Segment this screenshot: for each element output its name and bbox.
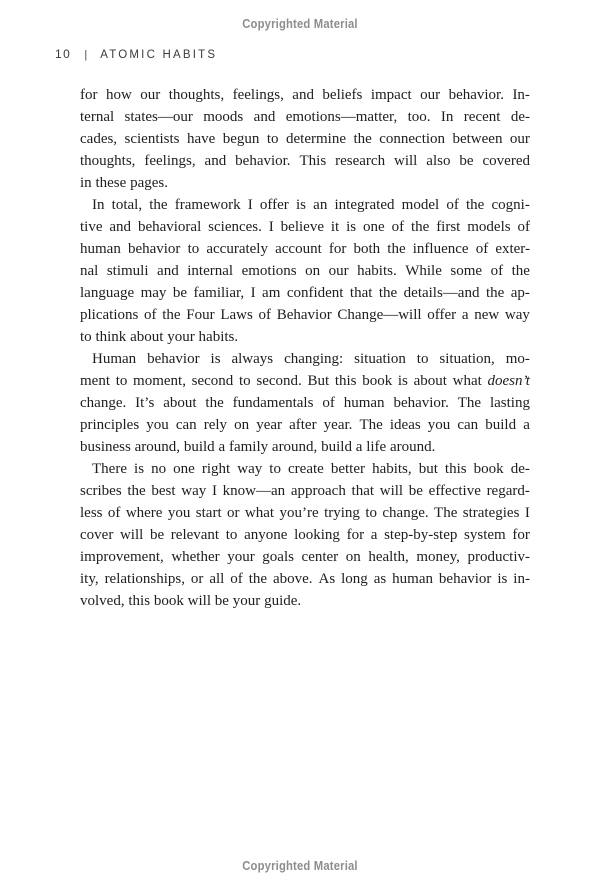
word: of xyxy=(322,395,335,411)
word: no xyxy=(151,461,167,477)
word: can xyxy=(175,417,197,433)
word: emotions—matter, xyxy=(285,109,398,125)
word: behavior xyxy=(127,241,181,257)
word: moods xyxy=(203,109,244,125)
word: way xyxy=(181,483,207,499)
word: where xyxy=(125,505,163,521)
word: effective xyxy=(428,483,481,499)
copyright-notice-top: Copyrighted Material xyxy=(242,17,358,31)
word: the xyxy=(485,285,505,301)
word: language xyxy=(80,285,135,301)
word: situation xyxy=(354,351,406,367)
word: tive xyxy=(80,219,103,235)
word: beliefs xyxy=(322,87,363,103)
word: long xyxy=(341,571,368,587)
word: of xyxy=(475,241,489,257)
word: on xyxy=(345,549,361,565)
word: to xyxy=(416,351,429,367)
word: cogni- xyxy=(491,197,530,213)
word: is xyxy=(210,351,221,367)
word: anyone xyxy=(244,527,288,543)
word: both xyxy=(353,241,381,257)
word: I xyxy=(268,219,274,235)
word: the xyxy=(511,263,530,279)
word: system xyxy=(464,527,506,543)
word: too. xyxy=(407,109,431,125)
word: nal xyxy=(80,263,99,279)
word: of xyxy=(391,219,405,235)
word: around, xyxy=(134,439,181,455)
word: a xyxy=(370,527,378,543)
word: better xyxy=(330,461,366,477)
word: and xyxy=(292,87,314,103)
word: de- xyxy=(510,461,530,477)
word: model xyxy=(401,197,440,213)
word: cover xyxy=(80,527,114,543)
copyright-notice-bottom: Copyrighted Material xyxy=(242,859,358,873)
word: trying xyxy=(324,505,360,521)
text-line xyxy=(80,458,530,480)
word: offer xyxy=(427,307,457,323)
text-line xyxy=(80,568,530,590)
word: of xyxy=(258,307,272,323)
page-number: 10 xyxy=(55,47,72,61)
word: an xyxy=(313,197,328,213)
word: will xyxy=(119,527,144,543)
word: these xyxy=(95,175,127,191)
word: behavior. xyxy=(393,395,449,411)
word: but xyxy=(418,461,438,477)
word: a xyxy=(461,307,469,323)
word: integrated xyxy=(334,197,395,213)
running-header xyxy=(55,47,217,61)
word: of xyxy=(517,219,530,235)
word: to xyxy=(115,373,128,389)
word: of xyxy=(490,263,504,279)
word: or xyxy=(190,571,204,587)
word: details—and xyxy=(403,285,480,301)
word: business xyxy=(80,439,131,455)
word: your xyxy=(167,329,195,345)
word: build xyxy=(321,439,352,455)
word: it xyxy=(330,219,340,235)
word: about xyxy=(163,395,197,411)
word: be xyxy=(149,527,165,543)
word: guide. xyxy=(264,593,302,609)
word: scribes xyxy=(80,483,122,499)
word: feelings, xyxy=(144,153,196,169)
word: pages. xyxy=(130,175,168,191)
word: year. xyxy=(323,417,353,433)
word: thoughts, xyxy=(80,153,136,169)
word: lasting xyxy=(489,395,530,411)
word: Behavior xyxy=(276,307,332,323)
word: habits. xyxy=(198,329,239,345)
word: believe xyxy=(280,219,324,235)
word: change. xyxy=(80,395,127,411)
word: will xyxy=(379,483,404,499)
word: the xyxy=(205,395,224,411)
word: framework xyxy=(174,197,241,213)
text-line xyxy=(80,370,530,392)
word: moment, xyxy=(133,373,186,389)
word: de- xyxy=(510,109,530,125)
text-line xyxy=(80,436,530,458)
word: that xyxy=(349,285,373,301)
word: plications xyxy=(80,307,139,323)
word: our xyxy=(328,263,349,279)
word: rely xyxy=(203,417,228,433)
word: to xyxy=(80,329,92,345)
word: But xyxy=(307,373,330,389)
word: one xyxy=(363,219,385,235)
word: The xyxy=(434,505,458,521)
word: the xyxy=(248,571,268,587)
text-line xyxy=(80,502,530,524)
paragraph xyxy=(80,194,530,348)
word: feelings, xyxy=(232,87,284,103)
word: always xyxy=(231,351,274,367)
word: your xyxy=(232,593,261,609)
word: is xyxy=(497,571,508,587)
header-divider: | xyxy=(84,49,88,61)
word: best xyxy=(151,483,176,499)
word: the xyxy=(149,197,168,213)
word: Four xyxy=(186,307,215,323)
word: of xyxy=(107,505,121,521)
word: fundamentals xyxy=(232,395,314,411)
word: create xyxy=(288,461,324,477)
word: strategies xyxy=(462,505,520,521)
paragraph xyxy=(80,84,530,194)
word: for xyxy=(512,527,530,543)
word: I xyxy=(247,197,253,213)
word: between xyxy=(452,131,503,147)
word: what xyxy=(452,373,482,389)
word: a xyxy=(523,417,530,433)
word: determine xyxy=(286,131,346,147)
word: Human xyxy=(92,351,137,367)
word: the xyxy=(387,241,406,257)
word: right xyxy=(201,461,231,477)
word: This xyxy=(299,153,327,169)
word: ment xyxy=(80,373,110,389)
word: impact xyxy=(370,87,412,103)
word: human xyxy=(343,395,385,411)
word: behavior xyxy=(147,351,200,367)
word: situation, xyxy=(439,351,495,367)
word: influence xyxy=(412,241,469,257)
text-line xyxy=(80,194,530,216)
word: this xyxy=(334,373,357,389)
text-line xyxy=(80,304,530,326)
word: thoughts, xyxy=(168,87,225,103)
text-line xyxy=(80,326,530,348)
word: center xyxy=(301,549,339,565)
word: behavior xyxy=(438,571,492,587)
word: confident xyxy=(286,285,344,301)
word: accurately xyxy=(206,241,268,257)
paragraph xyxy=(80,348,530,458)
word: of xyxy=(144,307,157,323)
word: start xyxy=(195,505,222,521)
word: doesn’t xyxy=(487,373,530,389)
word: am xyxy=(262,285,281,301)
word: all xyxy=(209,571,225,587)
text-line xyxy=(80,524,530,546)
word: in- xyxy=(513,571,530,587)
word: The xyxy=(457,395,482,411)
text-line xyxy=(80,590,530,612)
word: habits, xyxy=(372,461,412,477)
word: to xyxy=(225,527,238,543)
word: year xyxy=(256,417,283,433)
word: is xyxy=(346,219,357,235)
word: for xyxy=(80,87,98,103)
word: ternal xyxy=(80,109,115,125)
word: It’s xyxy=(135,395,155,411)
word: this xyxy=(128,593,151,609)
word: cades, xyxy=(80,131,118,147)
word: Change—will xyxy=(337,307,422,323)
paragraph xyxy=(80,458,530,612)
word: know—an xyxy=(222,483,286,499)
text-line xyxy=(80,216,530,238)
word: have xyxy=(186,131,216,147)
word: book xyxy=(153,593,184,609)
word: be xyxy=(214,593,229,609)
word: how xyxy=(105,87,132,103)
word: I xyxy=(250,285,256,301)
word: human xyxy=(80,241,121,257)
word: may xyxy=(140,285,167,301)
word: what xyxy=(244,505,275,521)
word: life xyxy=(366,439,387,455)
word: looking xyxy=(294,527,340,543)
word: second. xyxy=(256,373,302,389)
word: As xyxy=(318,571,336,587)
word: goals xyxy=(262,549,294,565)
word: whether xyxy=(171,549,220,565)
word: a xyxy=(218,439,226,455)
word: ideas xyxy=(389,417,421,433)
word: family xyxy=(228,439,269,455)
word: money, xyxy=(416,549,460,565)
word: recent xyxy=(463,109,501,125)
word: new xyxy=(474,307,500,323)
word: about xyxy=(413,373,447,389)
word: build xyxy=(485,417,517,433)
word: internal xyxy=(187,263,234,279)
word: While xyxy=(405,263,442,279)
word: be xyxy=(459,153,474,169)
word: relationships, xyxy=(104,571,185,587)
text-line xyxy=(80,414,530,436)
word: the xyxy=(466,197,485,213)
word: is xyxy=(134,461,145,477)
word: mo- xyxy=(505,351,530,367)
word: around. xyxy=(390,439,436,455)
word: exter- xyxy=(495,241,530,257)
word: the xyxy=(410,219,430,235)
word: for xyxy=(346,527,365,543)
word: is xyxy=(397,373,408,389)
word: a xyxy=(355,439,363,455)
word: also xyxy=(426,153,451,169)
word: In- xyxy=(512,87,530,103)
word: about xyxy=(130,329,164,345)
word: The xyxy=(359,417,383,433)
book-title: ATOMIC HABITS xyxy=(100,49,218,61)
word: build xyxy=(183,439,215,455)
word: begun xyxy=(222,131,260,147)
text-line xyxy=(80,392,530,414)
text-line xyxy=(80,480,530,502)
word: think xyxy=(95,329,127,345)
text-line xyxy=(80,546,530,568)
page-body xyxy=(80,84,530,612)
text-line xyxy=(80,106,530,128)
word: changing: xyxy=(284,351,344,367)
word: can xyxy=(457,417,479,433)
word: principles xyxy=(80,417,140,433)
word: first xyxy=(436,219,461,235)
word: models xyxy=(467,219,511,235)
text-line xyxy=(80,238,530,260)
word: emotions xyxy=(241,263,297,279)
word: approach xyxy=(290,483,346,499)
word: I xyxy=(211,483,217,499)
word: account xyxy=(275,241,322,257)
word: be xyxy=(172,285,188,301)
word: our xyxy=(420,87,441,103)
word: human xyxy=(392,571,433,587)
word: way xyxy=(504,307,530,323)
word: total, xyxy=(111,197,143,213)
word: you xyxy=(427,417,451,433)
text-line xyxy=(80,282,530,304)
word: some xyxy=(450,263,483,279)
word: our xyxy=(140,87,161,103)
word: relevant xyxy=(170,527,220,543)
word: on xyxy=(305,263,321,279)
text-line xyxy=(80,348,530,370)
word: you xyxy=(146,417,169,433)
word: to xyxy=(266,131,279,147)
word: you’re xyxy=(279,505,319,521)
text-line xyxy=(80,150,530,172)
word: and xyxy=(109,219,132,235)
word: the xyxy=(162,307,181,323)
word: book xyxy=(362,373,393,389)
word: behavioral xyxy=(137,219,202,235)
word: ity, xyxy=(80,571,99,587)
text-line xyxy=(80,260,530,282)
word: around, xyxy=(271,439,318,455)
word: or xyxy=(227,505,240,521)
word: Laws xyxy=(220,307,253,323)
word: sciences. xyxy=(208,219,262,235)
word: step-by-step xyxy=(384,527,458,543)
word: to xyxy=(365,505,377,521)
word: habits. xyxy=(357,263,397,279)
text-line xyxy=(80,84,530,106)
word: of xyxy=(230,571,243,587)
word: and xyxy=(253,109,276,125)
word: connection xyxy=(379,131,446,147)
word: familiar, xyxy=(193,285,245,301)
word: and xyxy=(157,263,179,279)
word: for xyxy=(328,241,347,257)
word: behavior. xyxy=(448,87,504,103)
word: productiv- xyxy=(467,549,530,565)
word: scientists xyxy=(124,131,180,147)
word: in xyxy=(80,175,92,191)
word: research xyxy=(335,153,386,169)
word: to xyxy=(269,461,281,477)
word: will xyxy=(394,153,418,169)
word: regard- xyxy=(486,483,530,499)
word: states—our xyxy=(124,109,193,125)
word: improvement, xyxy=(80,549,164,565)
word: be xyxy=(408,483,423,499)
word: after xyxy=(289,417,317,433)
word: behavior. xyxy=(235,153,291,169)
word: the xyxy=(353,131,372,147)
text-line xyxy=(80,172,530,194)
word: offer xyxy=(259,197,289,213)
word: In xyxy=(92,197,105,213)
word: on xyxy=(234,417,250,433)
word: to xyxy=(187,241,200,257)
text-line xyxy=(80,128,530,150)
word: is xyxy=(295,197,306,213)
word: second xyxy=(191,373,234,389)
word: There xyxy=(92,461,127,477)
word: this xyxy=(444,461,467,477)
word: way xyxy=(237,461,263,477)
word: the xyxy=(127,483,146,499)
word: stimuli xyxy=(106,263,149,279)
word: the xyxy=(378,285,398,301)
word: will xyxy=(187,593,211,609)
word: that xyxy=(351,483,375,499)
word: your xyxy=(227,549,255,565)
word: as xyxy=(373,571,387,587)
word: ap- xyxy=(510,285,530,301)
word: volved, xyxy=(80,593,125,609)
word: you xyxy=(167,505,191,521)
word: In xyxy=(440,109,454,125)
word: one xyxy=(173,461,195,477)
word: I xyxy=(524,505,530,521)
word: to xyxy=(239,373,251,389)
word: health, xyxy=(368,549,409,565)
word: and xyxy=(204,153,227,169)
word: above. xyxy=(272,571,313,587)
word: book xyxy=(473,461,504,477)
word: change. xyxy=(382,505,429,521)
word: our xyxy=(509,131,530,147)
word: less xyxy=(80,505,103,521)
word: covered xyxy=(482,153,530,169)
word: of xyxy=(446,197,459,213)
